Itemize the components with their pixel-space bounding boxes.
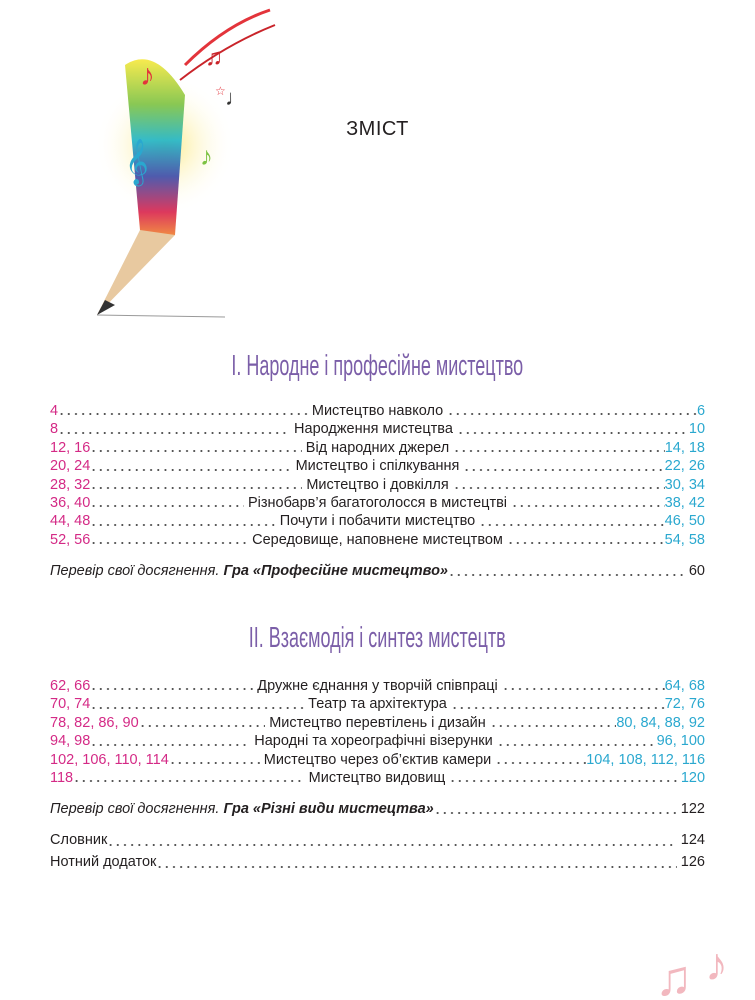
lesson-title: Мистецтво видовищ	[308, 769, 446, 786]
lesson-title: Театр та архітектура	[308, 696, 447, 713]
lesson-pages-left: 12, 16	[50, 439, 91, 456]
check-prefix: Перевір свої досягнення.	[50, 801, 220, 818]
dot-leader	[507, 541, 665, 545]
toc-row[interactable]	[50, 420, 705, 438]
dot-leader	[156, 865, 676, 869]
appendix-title: Нотний додаток	[50, 853, 157, 870]
toc-row[interactable]	[50, 751, 705, 769]
page-number: 122	[680, 801, 705, 818]
lesson-title: Мистецтво і довкілля	[306, 476, 449, 493]
svg-text:♩: ♩	[225, 85, 247, 110]
lesson-pages-left: 52, 56	[50, 531, 91, 548]
dot-leader	[90, 743, 250, 747]
lesson-title: Почути і побачити мистецтво	[279, 513, 476, 530]
lesson-pages-right: 80, 84, 88, 92	[616, 714, 705, 731]
dot-leader	[73, 779, 305, 783]
toc-appendix-row[interactable]	[50, 851, 705, 873]
lesson-pages-right: 14, 18	[664, 439, 706, 456]
svg-text:♪: ♪	[200, 141, 213, 171]
lesson-title: Мистецтво і спілкування	[295, 458, 460, 475]
game-title: Гра «Професійне мистецтво»	[223, 563, 448, 580]
lesson-title: Мистецтво навколо	[311, 403, 444, 419]
lesson-pages-right: 64, 68	[664, 678, 705, 694]
section-heading: ІІ. Взаємодія і синтез мистецтв	[249, 622, 506, 654]
dot-leader	[90, 687, 253, 691]
toc-row[interactable]	[50, 402, 705, 420]
pencil-music-illustration	[85, 5, 285, 325]
lesson-title: Від народних джерел	[305, 439, 450, 456]
toc-row[interactable]	[50, 695, 705, 713]
dot-leader	[90, 449, 301, 453]
lesson-pages-left: 94, 98	[50, 733, 91, 750]
toc-check-row[interactable]	[50, 562, 705, 580]
lesson-pages-right: 120	[680, 769, 706, 786]
dot-leader	[448, 573, 685, 577]
svg-text:♫: ♫	[205, 44, 223, 71]
lesson-pages-right: 38, 42	[664, 494, 705, 511]
lesson-pages-left: 4	[50, 403, 59, 419]
lesson-pages-right: 10	[688, 421, 706, 438]
section-heading: І. Народне і професійне мистецтво	[231, 350, 524, 382]
dot-leader	[497, 743, 657, 747]
dot-leader	[90, 504, 244, 508]
lesson-pages-right: 22, 26	[664, 458, 705, 475]
dot-leader	[90, 523, 275, 527]
dot-leader	[90, 468, 291, 472]
dot-leader	[451, 706, 665, 710]
dot-leader	[502, 687, 665, 691]
lesson-title: Народження мистецтва	[294, 421, 453, 438]
lesson-pages-right: 104, 108, 112, 116	[586, 751, 706, 768]
toc-section-2	[50, 677, 705, 873]
toc-row[interactable]	[50, 714, 705, 732]
dot-leader	[107, 843, 676, 847]
dot-leader	[58, 431, 290, 435]
toc-row[interactable]	[50, 494, 705, 512]
lesson-pages-left: 36, 40	[50, 494, 91, 511]
lesson-pages-left: 78, 82, 86, 90	[50, 714, 139, 731]
toc-section-1	[50, 402, 705, 581]
lesson-pages-right: 46, 50	[664, 513, 705, 530]
lesson-pages-left: 62, 66	[50, 678, 91, 694]
dot-leader	[453, 486, 665, 490]
dot-leader	[479, 523, 664, 527]
svg-text:♫: ♫	[655, 950, 693, 1000]
dot-leader	[434, 811, 677, 815]
dot-leader	[511, 504, 665, 508]
toc-row[interactable]	[50, 476, 705, 494]
lesson-pages-right: 30, 34	[664, 476, 705, 493]
dot-leader	[495, 761, 586, 765]
dot-leader	[90, 706, 304, 710]
toc-row[interactable]	[50, 677, 705, 695]
toc-row[interactable]	[50, 531, 705, 549]
lesson-title: Різнобарв’я багатоголосся в мистецтві	[247, 494, 508, 511]
dot-leader	[58, 412, 308, 416]
lesson-pages-left: 102, 106, 110, 114	[50, 751, 169, 768]
appendix-title: Словник	[50, 831, 108, 848]
lesson-pages-right: 54, 58	[664, 531, 705, 548]
toc-appendix-row[interactable]	[50, 829, 705, 851]
toc-check-row[interactable]	[50, 800, 705, 818]
dot-leader	[90, 541, 248, 545]
lesson-title: Мистецтво через об’єктив камери	[263, 751, 492, 768]
svg-text:☆: ☆	[215, 84, 226, 98]
dot-leader	[449, 779, 681, 783]
dot-leader	[90, 486, 302, 490]
check-prefix: Перевір свої досягнення.	[50, 563, 220, 580]
page-number: 60	[688, 563, 705, 580]
dot-leader	[490, 724, 617, 728]
svg-text:𝄞: 𝄞	[125, 140, 149, 184]
dot-leader	[169, 761, 260, 765]
toc-row[interactable]	[50, 512, 705, 530]
dot-leader	[463, 468, 664, 472]
lesson-pages-right: 72, 76	[664, 696, 706, 713]
lesson-title: Дружне єднання у творчій співпраці	[257, 678, 498, 694]
toc-row[interactable]	[50, 439, 705, 457]
svg-text:♪: ♪	[140, 59, 155, 92]
lesson-pages-left: 20, 24	[50, 458, 91, 475]
lesson-pages-left: 70, 74	[50, 696, 91, 713]
lesson-title: Мистецтво перевтілень і дизайн	[269, 714, 486, 731]
lesson-title: Середовище, наповнене мистецтвом	[252, 531, 503, 548]
music-notes-decoration	[645, 910, 755, 1000]
page-title: ЗМІСТ	[346, 118, 409, 140]
svg-text:♪: ♪	[705, 938, 728, 990]
toc-row[interactable]	[50, 457, 705, 475]
dot-leader	[457, 431, 689, 435]
dot-leader	[453, 449, 664, 453]
lesson-pages-left: 8	[50, 421, 59, 438]
dot-leader	[139, 724, 266, 728]
page-number: 124	[680, 831, 705, 848]
dot-leader	[447, 412, 697, 416]
lesson-title: Народні та хореографічні візерунки	[254, 733, 493, 750]
game-title: Гра «Різні види мистецтва»	[223, 801, 434, 818]
lesson-pages-left: 118	[50, 769, 74, 786]
toc-row[interactable]	[50, 732, 705, 750]
lesson-pages-right: 6	[696, 403, 706, 419]
lesson-pages-right: 96, 100	[656, 733, 705, 750]
toc-row[interactable]	[50, 769, 705, 787]
lesson-pages-left: 44, 48	[50, 513, 91, 530]
lesson-pages-left: 28, 32	[50, 476, 91, 493]
page-number: 126	[680, 853, 705, 870]
